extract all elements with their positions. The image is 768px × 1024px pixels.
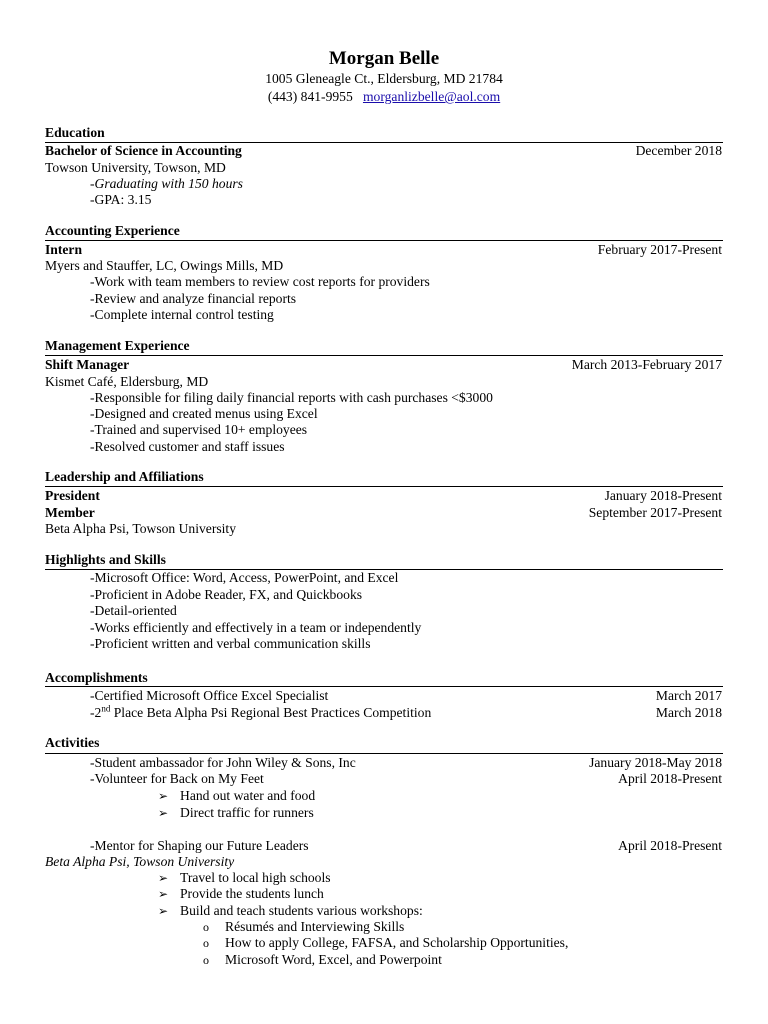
- list-item: -Detail-oriented: [90, 603, 177, 618]
- accomplishment-text: Place Beta Alpha Psi Regional Best Practices Competition: [110, 705, 432, 720]
- activity-row: [45, 770, 722, 787]
- role-date: September 2017-Present: [588, 505, 722, 520]
- list-item: -Resolved customer and staff issues: [90, 439, 285, 454]
- list-item: -Proficient written and verbal communication skills: [90, 636, 371, 651]
- phone: (443) 841-9955: [267, 89, 353, 104]
- sub-sub-bullet: [45, 934, 722, 951]
- role: Member: [45, 505, 95, 520]
- leadership-row: [45, 504, 722, 521]
- education-note: -Graduating with 150 hours: [90, 176, 243, 191]
- list-item: -Works efficiently and effectively in a team or independently: [90, 620, 422, 635]
- sub-bullet: [45, 885, 722, 902]
- bullet-text: How to apply College, FAFSA, and Scholarship Opportunities,: [225, 935, 569, 950]
- accomplishment-row: [45, 687, 722, 704]
- circle-bullet-icon: o: [203, 953, 209, 967]
- company: Kismet Café, Eldersburg, MD: [45, 374, 209, 389]
- contact-line: [0, 88, 768, 105]
- activity: -Mentor for Shaping our Future Leaders: [90, 838, 309, 853]
- activity-date: April 2018-Present: [618, 771, 722, 786]
- gpa: -GPA: 3.15: [90, 192, 152, 207]
- activity-date: January 2018-May 2018: [589, 755, 722, 770]
- bullet-text: Résumés and Interviewing Skills: [225, 919, 405, 934]
- job-title: Shift Manager: [45, 357, 130, 372]
- accounting-heading: Accounting Experience: [45, 223, 180, 238]
- degree: Bachelor of Science in Accounting: [45, 143, 242, 158]
- sub-sub-bullet: [45, 918, 722, 935]
- activity-org: Beta Alpha Psi, Towson University: [45, 854, 235, 869]
- activity-row: [45, 837, 722, 854]
- accomplishment-date: March 2018: [655, 705, 722, 720]
- leadership-heading: Leadership and Affiliations: [45, 469, 204, 484]
- ordinal-suffix: nd: [101, 703, 111, 714]
- arrow-bullet-icon: ➢: [158, 904, 169, 918]
- role-date: January 2018-Present: [604, 488, 722, 503]
- list-item: -Complete internal control testing: [90, 307, 274, 322]
- arrow-bullet-icon: ➢: [158, 789, 169, 803]
- activities-heading: Activities: [45, 735, 100, 750]
- bullet-text: Direct traffic for runners: [180, 805, 314, 820]
- degree-date: December 2018: [635, 143, 722, 158]
- role: President: [45, 488, 100, 503]
- bullet-text: Microsoft Word, Excel, and Powerpoint: [225, 952, 442, 967]
- list-item: -Work with team members to review cost reports for providers: [90, 274, 430, 289]
- accounting-title-row: [45, 241, 722, 258]
- bullet-text: Travel to local high schools: [180, 870, 331, 885]
- sub-sub-bullet: [45, 951, 722, 968]
- sub-bullet: [45, 804, 722, 821]
- address: 1005 Gleneagle Ct., Eldersburg, MD 21784: [265, 71, 503, 86]
- arrow-bullet-icon: ➢: [158, 806, 169, 820]
- arrow-bullet-icon: ➢: [158, 887, 169, 901]
- job-date: February 2017-Present: [597, 242, 722, 257]
- list-item: -Responsible for filing daily financial reports with cash purchases <$3000: [90, 390, 493, 405]
- management-title-row: [45, 356, 722, 373]
- leadership-row: [45, 487, 722, 504]
- bullet-text: Provide the students lunch: [180, 886, 324, 901]
- bullet-text: Build and teach students various workshops:: [180, 903, 423, 918]
- school: Towson University, Towson, MD: [45, 160, 226, 175]
- accomplishment: [90, 705, 431, 720]
- skills-heading: Highlights and Skills: [45, 552, 166, 567]
- job-date: March 2013-February 2017: [571, 357, 722, 372]
- education-heading: Education: [45, 125, 105, 140]
- list-item: -Trained and supervised 10+ employees: [90, 422, 308, 437]
- sub-bullet: [45, 902, 722, 919]
- activity: -Volunteer for Back on My Feet: [90, 771, 264, 786]
- accomplishments-heading: Accomplishments: [45, 670, 148, 685]
- sub-bullet: [45, 787, 722, 804]
- accomplishment-date: March 2017: [655, 688, 722, 703]
- accomplishment-prefix: -2: [90, 705, 102, 720]
- bullet-text: Hand out water and food: [180, 788, 316, 803]
- sub-bullet: [45, 869, 722, 886]
- resume-name: Morgan Belle: [328, 48, 440, 69]
- circle-bullet-icon: o: [203, 936, 209, 950]
- list-item: -Designed and created menus using Excel: [90, 406, 318, 421]
- list-item: -Microsoft Office: Word, Access, PowerPoint, and Excel: [90, 570, 399, 585]
- job-title: Intern: [45, 242, 83, 257]
- activity-date: April 2018-Present: [618, 838, 722, 853]
- list-item: -Proficient in Adobe Reader, FX, and Quickbooks: [90, 587, 363, 602]
- organization: Beta Alpha Psi, Towson University: [45, 521, 236, 536]
- education-degree-row: [45, 142, 722, 159]
- accomplishment-row: [45, 704, 722, 721]
- management-heading: Management Experience: [45, 338, 190, 353]
- company: Myers and Stauffer, LC, Owings Mills, MD: [45, 258, 284, 273]
- circle-bullet-icon: o: [203, 920, 209, 934]
- arrow-bullet-icon: ➢: [158, 871, 169, 885]
- activity-row: [45, 754, 722, 771]
- activity: -Student ambassador for John Wiley & Sons, Inc: [90, 755, 356, 770]
- list-item: -Review and analyze financial reports: [90, 291, 297, 306]
- accomplishment: -Certified Microsoft Office Excel Specialist: [90, 688, 329, 703]
- email-link[interactable]: morganlizbelle@aol.com: [362, 89, 501, 104]
